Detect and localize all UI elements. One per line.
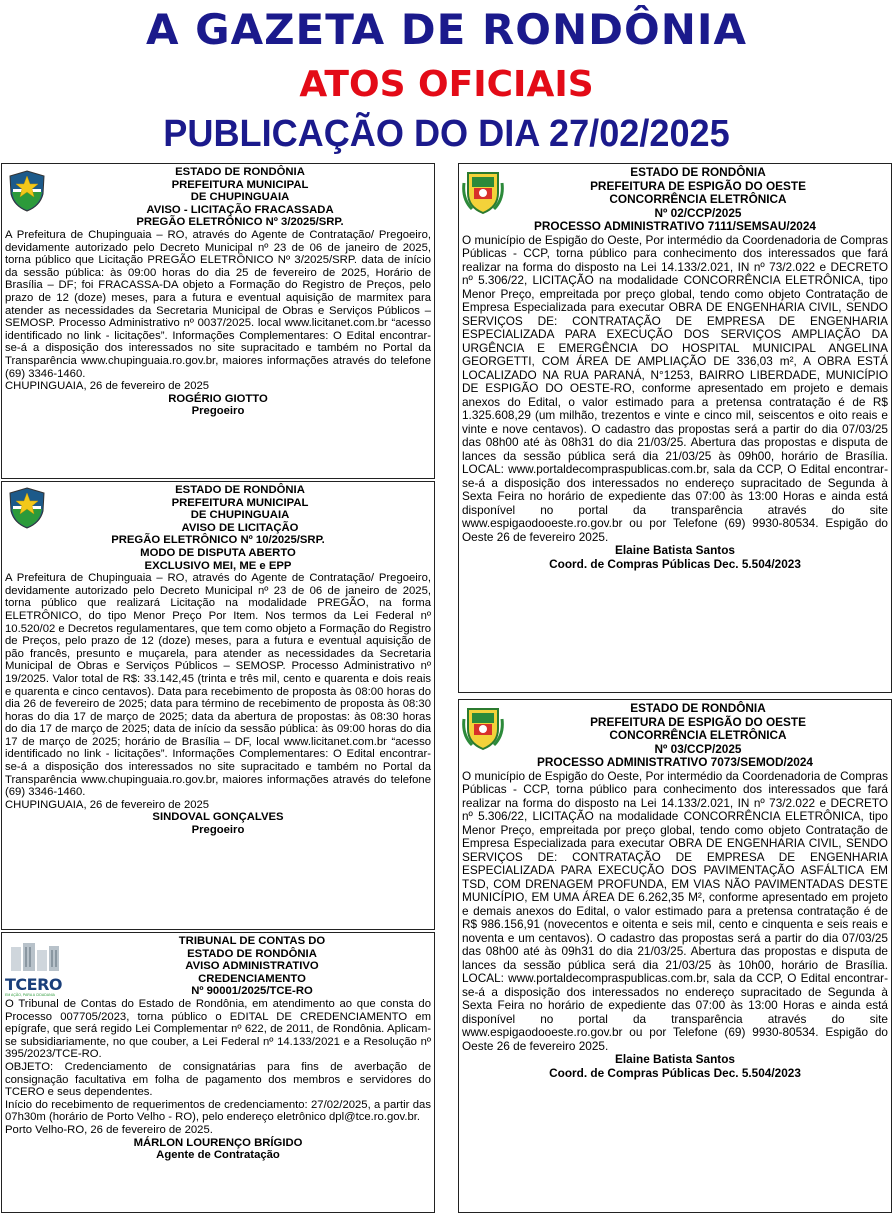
signer-name: ROGÉRIO GIOTTO [168,392,268,405]
heading-processo: PROCESSO ADMINISTRATIVO 7111/SEMSAU/2024 [534,219,816,233]
heading-prefeitura: PREFEITURA MUNICIPAL [171,496,309,509]
paragraph-objeto: OBJETO: Credenciamento de consignatárias para fins de averbação de consignação facultativa em folha de pagamento dos membros e servidores do TCERO e seus dependentes. [5,1060,431,1099]
newspaper-title: A GAZETA DE RONDÔNIA [146,5,747,54]
heading-prefeitura: PREFEITURA MUNICIPAL [171,178,309,191]
publication-date-title: PUBLICAÇÃO DO DIA 27/02/2025 [163,113,730,155]
heading-prefeitura: PREFEITURA DE ESPIGÃO DO OESTE [590,178,806,193]
notice-chupinguaia-fracassada [1,163,435,479]
signer-name: MÁRLON LOURENÇO BRÍGIDO [133,1136,303,1149]
rondonia-flag-icon [7,170,47,212]
notice-tcero-credenciamento [1,932,435,1213]
notice-body: O município de Espigão do Oeste, Por intermédio da Coordenadoria de Compras Públicas - CCP, torna público para conhecimento dos interessados que fará realizar na forma do disposto na Lei 14.133/2.021, IN nº 73/2.022 e DECRETO nº 5.306/22, LICITAÇÃO na modalidade CONCORRÊNCIA ELETRÔNICA, tipo Menor Preço, empreitada por preço global, tendo como objeto Contratação de Empresa Especializada para executar OBRA DE ENGENHARIA CIVIL, SENDO SERVIÇOS DE: CONTRATAÇÃO DE EMPRESA DE ENGENHARIA ESPECIALIZADA PARA EXECUÇÃO DOS PAVIMENTAÇÃO ASFÁLTICA EM TSD, COM DRENAGEM PROFUNDA, EM VIAS NÃO PAVIMENTADAS DESTE MUNICÍPIO, EM UMA ÁREA DE 6.262,35 M², conforme apresentado em projeto e demais anexos do Edital, o valor estimado para a pretensa contratação é de R$ 986.156,91 (novecentos e oitenta e seis mil, cento e cinquenta e seis reais e noventa e um centavos). O cadastro das propostas será a partir do dia 07/03/25 das 08h00 até às 09h31 do dia 21/03/25. Abertura das propostas e disputa de lances da sessão pública será dia 21/03/25 às 10h00, horário de Brasília. LOCAL: www.portaldecompraspublicas.com.br, sala da CCP, O Edital encontrar-se-á a disposição dos interessados no endereço supracitado de Segunda à Sexta Feira no horário de expediente das 07:00 às 13:00 Horas e ainda está disponível no portal da transparência através do site www.espigaodooeste.ro.gov.br ou por Telefone (69) 9930-80534. Espigão do Oeste 26 de fevereiro 2025. [462,768,888,1053]
signer-role: Coord. de Compras Públicas Dec. 5.504/2023 [549,556,801,571]
heading-state: ESTADO DE RONDÔNIA [175,166,305,178]
tcero-logo [5,941,65,997]
section-title: ATOS OFICIAIS [299,64,594,105]
notice-espigao-concorrencia-02 [458,163,892,693]
signer-role: Pregoeiro [191,405,245,418]
tcero-logo-tagline: EM AÇÃO, PARA A CIDADANIA [5,993,55,997]
heading-concorrencia: CONCORRÊNCIA ELETRÔNICA [609,728,787,742]
notice-espigao-concorrencia-03 [458,699,892,1213]
espigao-coat-of-arms-icon [462,705,504,751]
tcero-logo-text: TCERO [5,975,63,994]
heading-numero: Nº 02/CCP/2025 [654,205,742,220]
heading-numero: Nº 90001/2025/TCE-RO [191,985,313,998]
place-date: CHUPINGUAIA, 26 de fevereiro de 2025 [5,798,210,811]
heading-exclusivo: EXCLUSIVO MEI, ME e EPP [144,559,292,572]
heading-municipio: DE CHUPINGUAIA [190,509,290,522]
heading-modo-disputa: MODO DE DISPUTA ABERTO [140,546,296,559]
heading-state: ESTADO DE RONDÔNIA [187,947,317,960]
signer-name: SINDOVAL GONÇALVES [152,811,284,824]
espigao-coat-of-arms-icon [462,169,504,215]
signer-role: Agente de Contratação [156,1149,280,1162]
rondonia-flag-icon [7,487,47,529]
signer-name: Elaine Batista Santos [615,1052,735,1066]
place-date: CHUPINGUAIA, 26 de fevereiro de 2025 [5,380,210,393]
heading-municipio: DE CHUPINGUAIA [190,191,290,204]
notice-body: A Prefeitura de Chupinguaia – RO, através do Agente de Contratação/ Pregoeiro, devidamente autorizado pelo Decreto Municipal nº 23 de 06 de janeiro de 2025, torna público que realizará Licitação na modalidade PREGÃO, na forma ELETRÔNICO, do tipo Menor Preço Por Item. Nos termos da Lei Federal nº 10.520/02 e Decretos regulamentares, que tem como objeto a Formação do Registro de Preços, pelo prazo de 12 (doze) meses, para a futura e eventual aquisição de pão francês, presunto e muçarela, para atender as necessidades da Secretaria Municipal de Obras e Serviços Públicos – SEMOSP. Processo Administrativo nº 19/2025. Valor total de R$: 33.142,45 (trinta e três mil, cento e quarenta e dois reais e quarenta e cinco centavos). Data para recebimento de proposta às 08:00 horas do dia 26 de fevereiro de 2025; data para término de recebimento de proposta às 08:30 horas do dia 17 de março de 2025; data da abertura de propostas: às 08:30 horas do dia 17 de março de 2025; data de início da sessão pública: às 09:00 horas do dia 17 de março de 2025; horário de Brasília – DF, local www.licitanet.com.br “acesso identificado no link - licitações”. Informações Complementares: O Edital encontrar-se-á a disposição dos interessados no site supracitado e também no Portal da Transparência www.chupinguaia.ro.gov.br, maiores informações através do telefone (69) 3346-1460. [5,572,431,799]
place-date: Porto Velho-RO, 26 de fevereiro de 2025. [5,1123,213,1136]
heading-state: ESTADO DE RONDÔNIA [630,701,766,715]
notice-chupinguaia-licitacao [1,481,435,930]
notice-body: A Prefeitura de Chupinguaia – RO, através do Agente de Contratação/ Pregoeiro, devidamente autorizado pelo Decreto Municipal nº 23 de 06 de janeiro de 2025, torna público que Licitação PREGÃO ELETRÔNICO Nº 3/2025/SRP. data de início da sessão pública: às 09:00 horas do dia 25 de fevereiro de 2025, Horário de Brasília – DF; foi FRACASSA-DA objeto a Formação do Registro de Preços, pelo prazo de 12 (doze) meses, para a futura e eventual aquisição de marmitex para atender as necessidades da Secretaria Municipal de Obras e Serviços Públicos – SEMOSP. Processo Administrativo nº 0037/2025. local www.licitanet.com.br “acesso identificado no link - licitações”. Informações Complementares: O Edital encontrar-se-á a disposição dos interessados no site supracitado e também no Portal da Transparência www.chupinguaia.ro.gov.br, maiores informações através do telefone (69) 3346-1460. [5,228,431,380]
heading-processo: PROCESSO ADMINISTRATIVO 7073/SEMOD/2024 [537,755,813,769]
heading-aviso: AVISO ADMINISTRATIVO [185,960,319,973]
paragraph-intro: O Tribunal de Contas do Estado de Rondônia, em atendimento ao que consta do Processo 007705/2023, torna público o EDITAL DE CREDENCIAMENTO em epígrafe, que será regido Lei Complementar nº 622, de 2011, de Rondônia. Aplicam-se subsidiariamente, no que couber, a Lei Federal nº 14.133/2021 e a Resolução nº 395/2023/TCE-RO. [5,997,431,1061]
heading-pregao: PREGÃO ELETRÔNICO Nº 3/2025/SRP. [136,216,344,229]
signer-role: Pregoeiro [191,824,245,837]
building-icon [5,941,65,971]
notice-body: O município de Espigão do Oeste, Por intermédio da Coordenadoria de Compras Públicas - CCP, torna público para conhecimento dos interessados que fará realizar na forma do disposto na Lei 14.133/2.021, IN nº 73/2.022 e DECRETO nº 5.306/22, LICITAÇÃO na modalidade CONCORRÊNCIA ELETRÔNICA, tipo Menor Preço, empreitada por preço global, tendo como objeto Contratação de Empresa Especializada para executar OBRA DE ENGENHARIA CIVIL, SENDO SERVIÇOS DE: CONTRATAÇÃO DE EMPRESA DE ENGENHARIA ESPECIALIZADA PARA EXECUÇÃO DOS SERVIÇOS AMPLIAÇÃO DA URGÊNCIA E EMERGÊNCIA DO HOSPITAL MUNICIPAL ANGELINA GEORGETTI, COM ÁREA DE AMPLIAÇÃO DE 336,03 m², A OBRA ESTÁ LOCALIZADO NA RUA PARANÁ, N°1253, BAIRRO LIBERDADE, MUNICÍPIO DE ESPIGÃO DO OESTE-RO, conforme apresentado em projeto e demais anexos do Edital, o valor estimado para a pretensa contratação é de R$ 1.325.608,29 (um milhão, trezentos e vinte e cinco mil, seiscentos e oito reais e vinte e nove centavos). O cadastro das propostas será a partir do dia 07/03/25 das 08h00 até às 08h31 do dia 21/03/25. Abertura das propostas e disputa de lances da sessão pública será dia 21/03/25 às 09h00, horário de Brasília. LOCAL: www.portaldecompraspublicas.com.br, sala da CCP, O Edital encontrar-se-á a disposição dos interessados no endereço supracitado de Segunda à Sexta Feira no horário de expediente das 07:00 às 13:00 Horas e ainda está disponível no portal da transparência através do site www.espigaodooeste.ro.gov.br ou por Telefone (69) 9930-80534. Espigão do Oeste 26 de fevereiro 2025. [462,232,888,544]
heading-numero: Nº 03/CCP/2025 [654,741,742,756]
heading-pregao: PREGÃO ELETRÔNICO Nº 10/2025/SRP. [111,534,325,547]
heading-aviso: AVISO DE LICITAÇÃO [181,521,299,534]
heading-prefeitura: PREFEITURA DE ESPIGÃO DO OESTE [590,714,806,729]
heading-aviso: AVISO - LICITAÇÃO FRACASSADA [146,203,334,216]
signer-name: Elaine Batista Santos [615,543,735,557]
heading-tribunal: TRIBUNAL DE CONTAS DO [178,935,326,947]
heading-concorrencia: CONCORRÊNCIA ELETRÔNICA [609,192,787,206]
heading-state: ESTADO DE RONDÔNIA [175,484,305,496]
heading-state: ESTADO DE RONDÔNIA [630,165,766,179]
heading-credenciamento: CREDENCIAMENTO [198,972,306,985]
notice-body [5,998,431,1124]
paragraph-inicio: Início do recebimento de requerimentos de credenciamento: 27/02/2025, a partir das 07h30m (horário de Porto Velho - RO), pelo endereço eletrônico dpl@tce.ro.gov.br. [5,1098,431,1124]
signer-role: Coord. de Compras Públicas Dec. 5.504/2023 [549,1065,801,1080]
